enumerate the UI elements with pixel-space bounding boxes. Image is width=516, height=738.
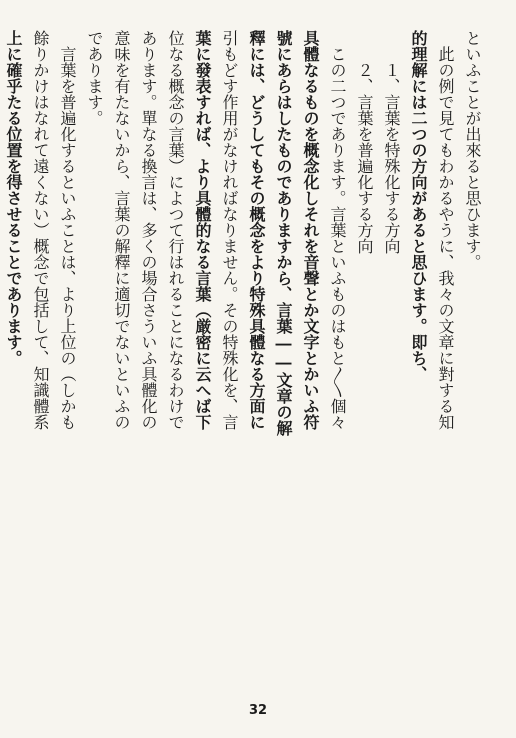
text-line: 號にあらはしたものでありますから、言葉――文章の解 xyxy=(274,30,293,436)
text-line: １、言葉を特殊化する方向 xyxy=(382,62,401,254)
text-line: 上に確乎たる位置を得させることであります。 xyxy=(4,30,23,366)
page-number: 32 xyxy=(248,703,268,718)
text-line: 的理解には二つの方向があると思ひます。即ち、 xyxy=(409,30,428,382)
text-line: 具體なるものを概念化しそれを音聲とか文字とかいふ符 xyxy=(301,30,320,430)
text-line: といふことが出來ると思ひます。 xyxy=(463,30,482,270)
text-line: 葉に發表すれば、より具體的なる言葉（厳密に云へば下 xyxy=(193,30,212,430)
text-line: であります。 xyxy=(85,30,104,126)
text-line: 釋には、どうしてもその概念をより特殊具體なる方面に xyxy=(247,30,266,430)
text-line: 此の例で見てもわかるやうに、我々の文章に對する知 xyxy=(436,46,455,430)
text-line: この二つであります。言葉といふものはもと〳〵個々 xyxy=(328,46,347,430)
text-line: ２、言葉を普遍化する方向 xyxy=(355,62,374,254)
text-line: 意味を有たないから、言葉の解釋に適切でないといふの xyxy=(112,30,131,430)
text-line: 位なる概念の言葉）によつて行はれることになるわけで xyxy=(166,30,185,430)
text-line: あります。單なる換言は、多くの場合さういふ具體化の xyxy=(139,30,158,430)
text-line: 引もどす作用がなければなりません。その特殊化を、言 xyxy=(220,30,239,430)
text-line: 言葉を普遍化するといふことは、より上位の（しかも xyxy=(58,46,77,430)
text-line: 餘りかけはなれて遠くない）概念で包括して、知識體系 xyxy=(31,30,50,430)
vertical-text-block xyxy=(4,30,486,690)
